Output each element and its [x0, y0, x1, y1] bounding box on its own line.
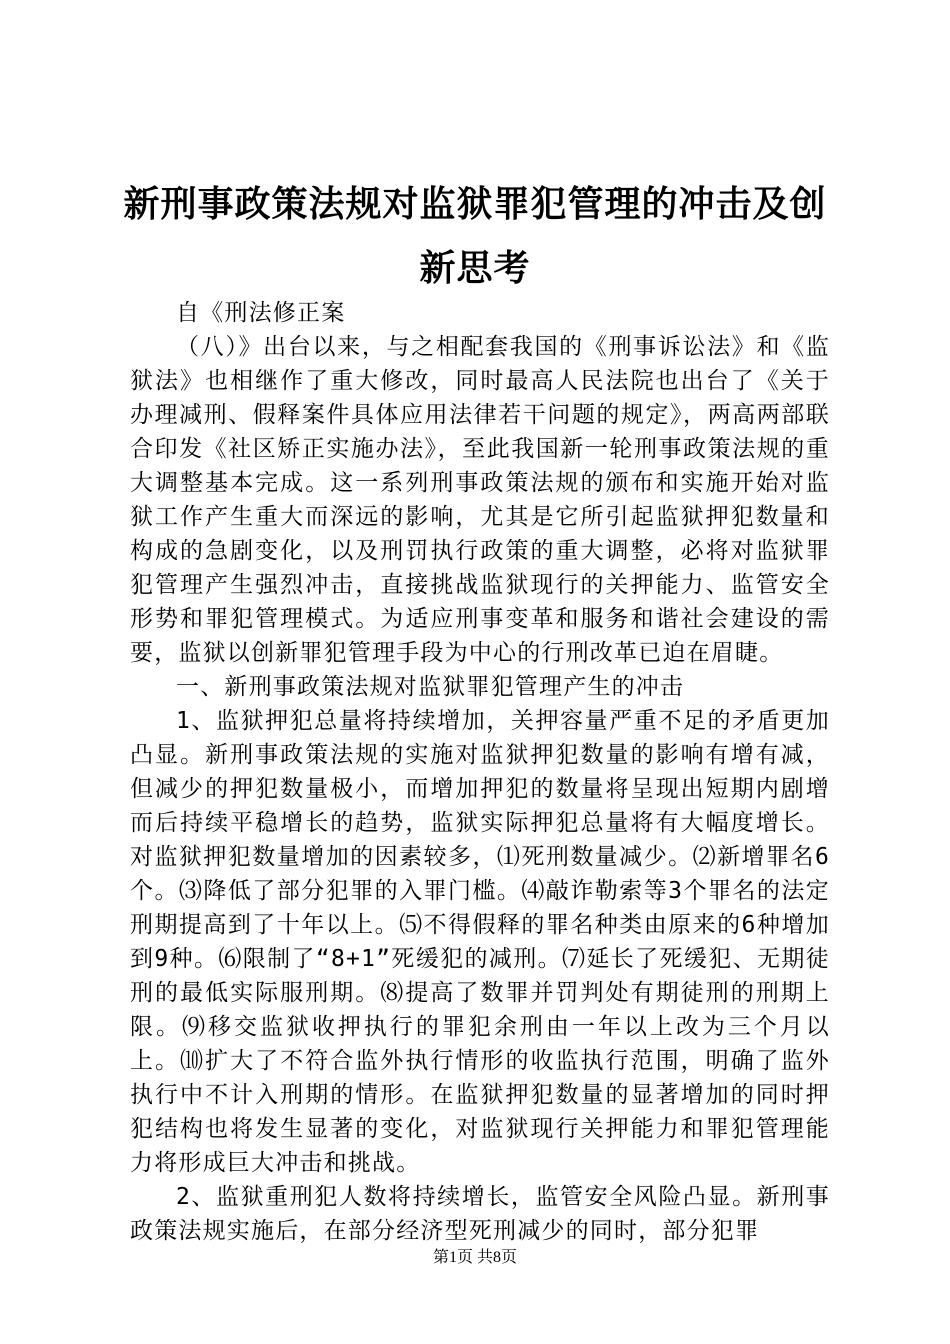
- paragraph: 1、监狱押犯总量将持续增加，关押容量严重不足的矛盾更加凸显。新刑事政策法规的实施对监狱押犯数量的影响有增有减，但减少的押犯数量极小，而增加押犯的数量将呈现出短期内剧增而后持续平稳增长的趋势，监狱实际押犯总量将有大幅度增长。对监狱押犯数量增加的因素较多，⑴死刑数量减少。⑵新增罪名6个。⑶降低了部分犯罪的入罪门槛。⑷敲诈勒索等3个罪名的法定刑期提高到了十年以上。⑸不得假释的罪名种类由原来的6种增加到9种。⑹限制了“8+1”死缓犯的减刑。⑺延长了死缓犯、无期徒刑的最低实际服刑期。⑻提高了数罪并罚判处有期徒刑的刑期上限。⑼移交监狱收押执行的罪犯余刑由一年以上改为三个月以上。⑽扩大了不符合监外执行情形的收监执行范围，明确了监外执行中不计入刑期的情形。在监狱押犯数量的显著增加的同时押犯结构也将发生显著的变化，对监狱现行关押能力和罪犯管理能力将形成巨大冲击和挑战。: [130, 708, 830, 1176]
- document-title: 新刑事政策法规对监狱罪犯管理的冲击及创新思考: [123, 183, 827, 289]
- page-number-footer: 第1页 共8页: [432, 1249, 517, 1266]
- document-body: [130, 296, 830, 1248]
- paragraph: （八）》出台以来，与之相配套我国的《刑事诉讼法》和《监狱法》也相继作了重大修改，同时最高人民法院也出台了《关于办理减刑、假释案件具体应用法律若干问题的规定》，两高两部联合印发《社区矫正实施办法》，至此我国新一轮刑事政策法规的重大调整基本完成。这一系列刑事政策法规的颁布和实施开始对监狱工作产生重大而深远的影响，尤其是它所引起监狱押犯数量和构成的急剧变化，以及刑罚执行政策的重大调整，必将对监狱罪犯管理产生强烈冲击，直接挑战监狱现行的关押能力、监管安全形势和罪犯管理模式。为适应刑事变革和服务和谐社会建设的需要，监狱以创新罪犯管理手段为中心的行刑改革已迫在眉睫。: [130, 334, 830, 666]
- paragraph: 2、监狱重刑犯人数将持续增长，监管安全风险凸显。新刑事政策法规实施后，在部分经济型死刑减少的同时，部分犯罪: [130, 1184, 830, 1244]
- section-heading: 一、新刑事政策法规对监狱罪犯管理产生的冲击: [176, 674, 685, 700]
- paragraph: 自《刑法修正案: [176, 300, 346, 326]
